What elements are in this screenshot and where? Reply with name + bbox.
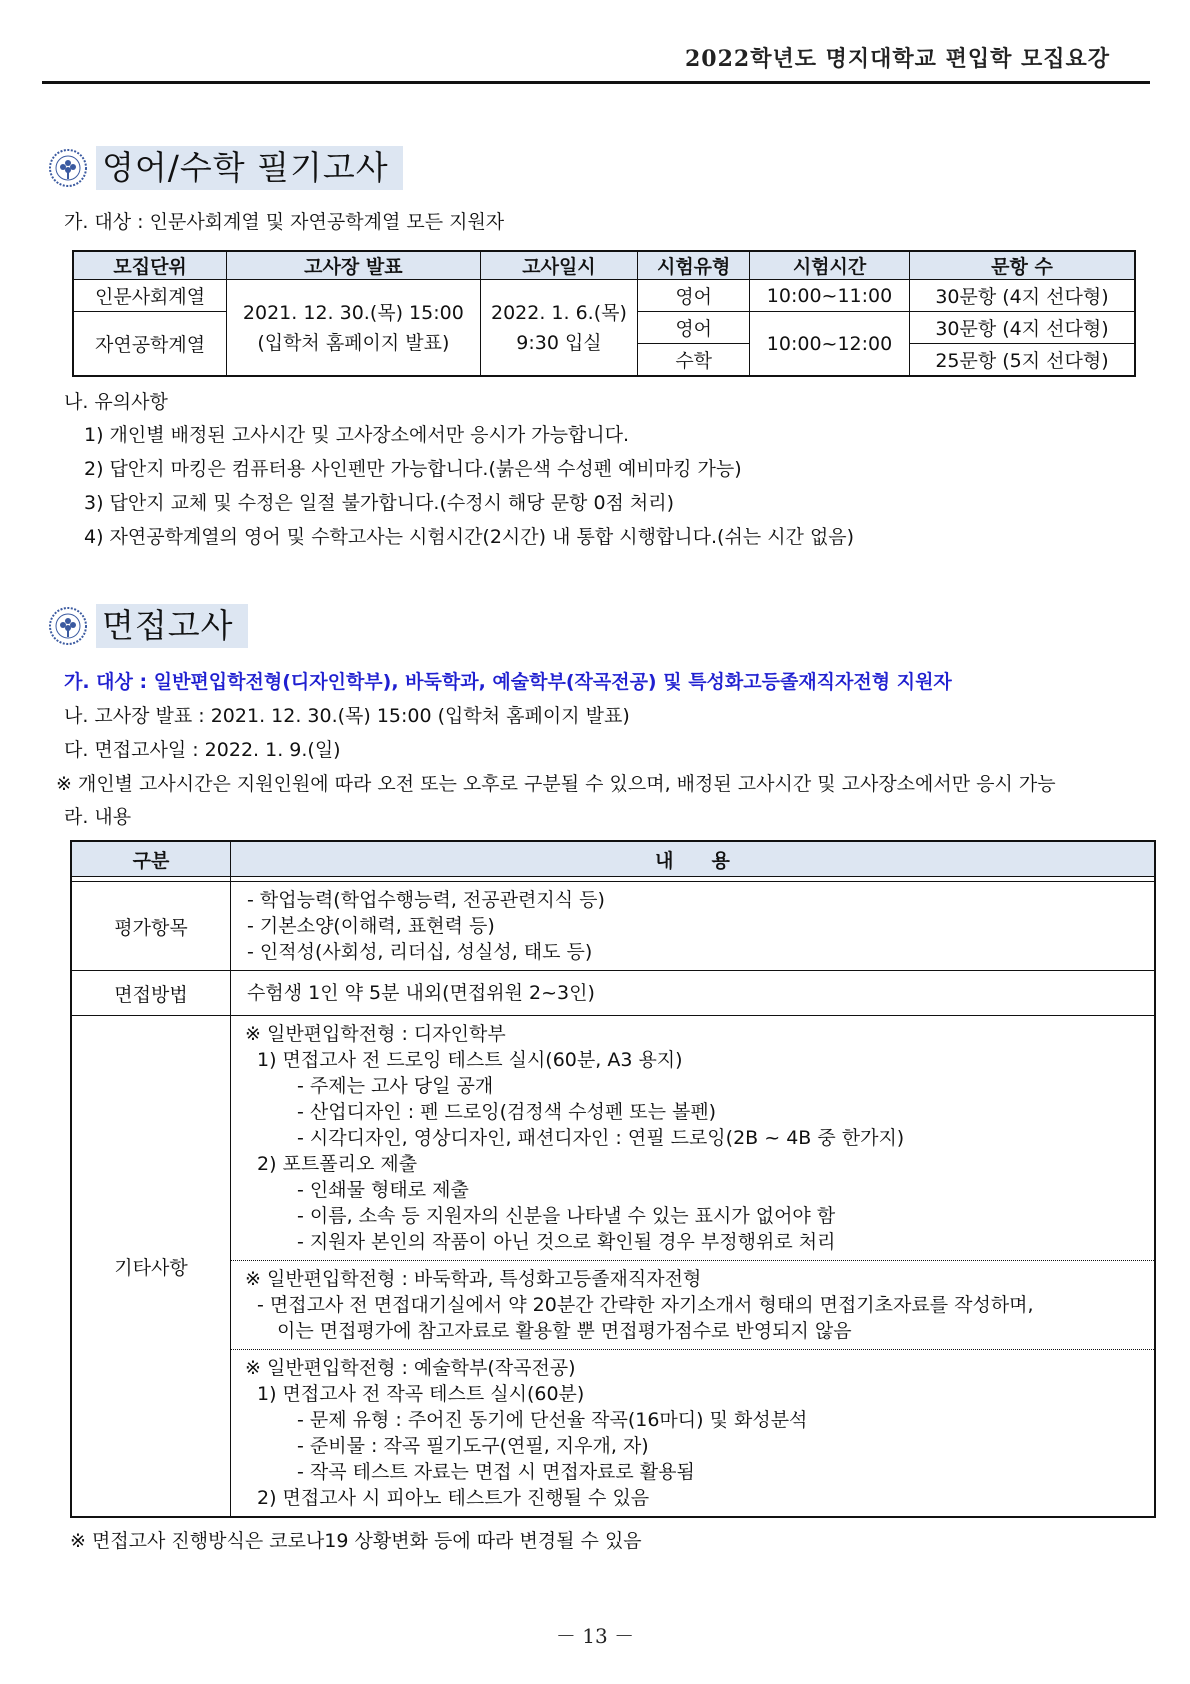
type-english-humanities: 영어 bbox=[638, 280, 750, 312]
announce-cell bbox=[227, 280, 480, 377]
design-title: ※ 일반편입학전형 : 디자인학부 bbox=[245, 1023, 506, 1045]
baduk-title: ※ 일반편입학전형 : 바둑학과, 특성화고등졸재직자전형 bbox=[245, 1268, 702, 1290]
music-title: ※ 일반편입학전형 : 예술학부(작곡전공) bbox=[245, 1357, 576, 1379]
count-math: 25문항 (5지 선다형) bbox=[909, 344, 1135, 377]
note-item-3: 3) 답안지 교체 및 수정은 일절 불가합니다.(수정시 해당 문항 0점 처리) bbox=[84, 492, 675, 514]
university-logo-icon bbox=[48, 606, 88, 646]
design-line: - 시각디자인, 영상디자인, 패션디자인 : 연필 드로잉(2B ~ 4B 중 한가지) bbox=[297, 1127, 905, 1149]
col-header-content: 내 용 bbox=[231, 841, 1156, 877]
note-item-4: 4) 자연공학계열의 영어 및 수학고사는 시험시간(2시간) 내 통합 시행합니다.(쉬는 시간 없음) bbox=[84, 526, 855, 548]
method-text: 수험생 1인 약 5분 내외(면접위원 2~3인) bbox=[247, 982, 595, 1004]
etc-label: 기타사항 bbox=[71, 1016, 231, 1518]
music-line: - 작곡 테스트 자료는 면접 시 면접자료로 활용됨 bbox=[297, 1461, 695, 1483]
eval-item: - 인적성(사회성, 리더십, 성실성, 태도 등) bbox=[247, 941, 593, 963]
design-line: - 주제는 고사 당일 공개 bbox=[297, 1075, 494, 1097]
col-header-time: 시험시간 bbox=[750, 251, 910, 280]
section2-target: 가. 대상 : 일반편입학전형(디자인학부), 바둑학과, 예술학부(작곡전공) 및 특성화고등졸재직자전형 지원자 bbox=[64, 671, 952, 693]
method-content bbox=[231, 971, 1156, 1016]
baduk-line: 이는 면접평가에 참고자료로 활용할 뿐 면접평가점수로 반영되지 않음 bbox=[277, 1320, 852, 1342]
music-line: 1) 면접고사 전 작곡 테스트 실시(60분) bbox=[257, 1383, 585, 1405]
baduk-block bbox=[231, 1260, 1154, 1349]
design-line: - 지원자 본인의 작품이 아닌 것으로 확인될 경우 부정행위로 처리 bbox=[297, 1231, 836, 1253]
section2-title: 면접고사 bbox=[96, 604, 248, 648]
page-number: － 13 － bbox=[555, 1624, 635, 1648]
method-label: 면접방법 bbox=[71, 971, 231, 1016]
section1-heading bbox=[48, 144, 403, 192]
baduk-line: - 면접고사 전 면접대기실에서 약 20분간 간략한 자기소개서 형태의 면접기초자료를 작성하며, bbox=[257, 1294, 1034, 1316]
interview-footnote: ※ 면접고사 진행방식은 코로나19 상황변화 등에 따라 변경될 수 있음 bbox=[70, 1530, 642, 1552]
type-math: 수학 bbox=[638, 344, 750, 377]
unit-science: 자연공학계열 bbox=[73, 312, 227, 377]
time-humanities: 10:00~11:00 bbox=[750, 280, 910, 312]
section2-announce: 나. 고사장 발표 : 2021. 12. 30.(목) 15:00 (입학처 홈페이지 발표) bbox=[64, 705, 630, 727]
col-header-category: 구분 bbox=[71, 841, 231, 877]
note-item-2: 2) 답안지 마킹은 컴퓨터용 사인펜만 가능합니다.(붉은색 수성펜 예비마킹 가능) bbox=[84, 458, 742, 480]
section1-target: 가. 대상 : 인문사회계열 및 자연공학계열 모든 지원자 bbox=[64, 211, 505, 233]
eval-content bbox=[231, 882, 1156, 971]
col-header-unit: 모집단위 bbox=[73, 251, 227, 280]
announce-line1: 2021. 12. 30.(목) 15:00 bbox=[242, 301, 464, 324]
design-line: 1) 면접고사 전 드로잉 테스트 실시(60분, A3 용지) bbox=[257, 1049, 683, 1071]
music-line: - 준비물 : 작곡 필기도구(연필, 지우개, 자) bbox=[297, 1435, 649, 1457]
design-line: - 인쇄물 형태로 제출 bbox=[297, 1179, 469, 1201]
date-cell bbox=[480, 280, 638, 377]
university-logo-icon bbox=[48, 148, 88, 188]
section2-note: ※ 개인별 고사시간은 지원인원에 따라 오전 또는 오후로 구분될 수 있으며, 배정된 고사시간 및 고사장소에서만 응시 가능 bbox=[56, 773, 1056, 795]
unit-humanities: 인문사회계열 bbox=[73, 280, 227, 312]
etc-content bbox=[231, 1016, 1156, 1518]
music-block bbox=[231, 1349, 1154, 1516]
col-header-count: 문항 수 bbox=[909, 251, 1135, 280]
count-english-humanities: 30문항 (4지 선다형) bbox=[909, 280, 1135, 312]
col-header-announce: 고사장 발표 bbox=[227, 251, 480, 280]
section2-date: 다. 면접고사일 : 2022. 1. 9.(일) bbox=[64, 739, 341, 761]
design-line: - 산업디자인 : 펜 드로잉(검정색 수성펜 또는 볼펜) bbox=[297, 1101, 717, 1123]
interview-table bbox=[70, 840, 1156, 1518]
type-english-science: 영어 bbox=[638, 312, 750, 344]
design-line: - 이름, 소속 등 지원자의 신분을 나타낼 수 있는 표시가 없어야 함 bbox=[297, 1205, 836, 1227]
date-line2: 9:30 입실 bbox=[516, 331, 602, 354]
design-block bbox=[231, 1016, 1154, 1260]
written-exam-table bbox=[72, 250, 1136, 377]
col-header-type: 시험유형 bbox=[638, 251, 750, 280]
col-header-date: 고사일시 bbox=[480, 251, 638, 280]
notes-title: 나. 유의사항 bbox=[64, 391, 168, 413]
section1-title: 영어/수학 필기고사 bbox=[96, 146, 403, 190]
section2-heading bbox=[48, 602, 248, 650]
note-item-1: 1) 개인별 배정된 고사시간 및 고사장소에서만 응시가 가능합니다. bbox=[84, 424, 630, 446]
announce-line2: (입학처 홈페이지 발표) bbox=[257, 331, 450, 354]
date-line1: 2022. 1. 6.(목) bbox=[490, 301, 627, 324]
page-header-title: 2022학년도 명지대학교 편입학 모집요강 bbox=[685, 46, 1110, 72]
music-line: - 문제 유형 : 주어진 동기에 단선율 작곡(16마디) 및 화성분석 bbox=[297, 1409, 808, 1431]
time-science: 10:00~12:00 bbox=[750, 312, 910, 377]
header-rule bbox=[42, 81, 1150, 84]
count-english-science: 30문항 (4지 선다형) bbox=[909, 312, 1135, 344]
section2-content-title: 라. 내용 bbox=[64, 806, 132, 828]
design-line: 2) 포트폴리오 제출 bbox=[257, 1153, 418, 1175]
eval-item: - 기본소양(이해력, 표현력 등) bbox=[247, 915, 495, 937]
music-line: 2) 면접고사 시 피아노 테스트가 진행될 수 있음 bbox=[257, 1487, 650, 1509]
eval-label: 평가항목 bbox=[71, 882, 231, 971]
eval-item: - 학업능력(학업수행능력, 전공관련지식 등) bbox=[247, 889, 605, 911]
